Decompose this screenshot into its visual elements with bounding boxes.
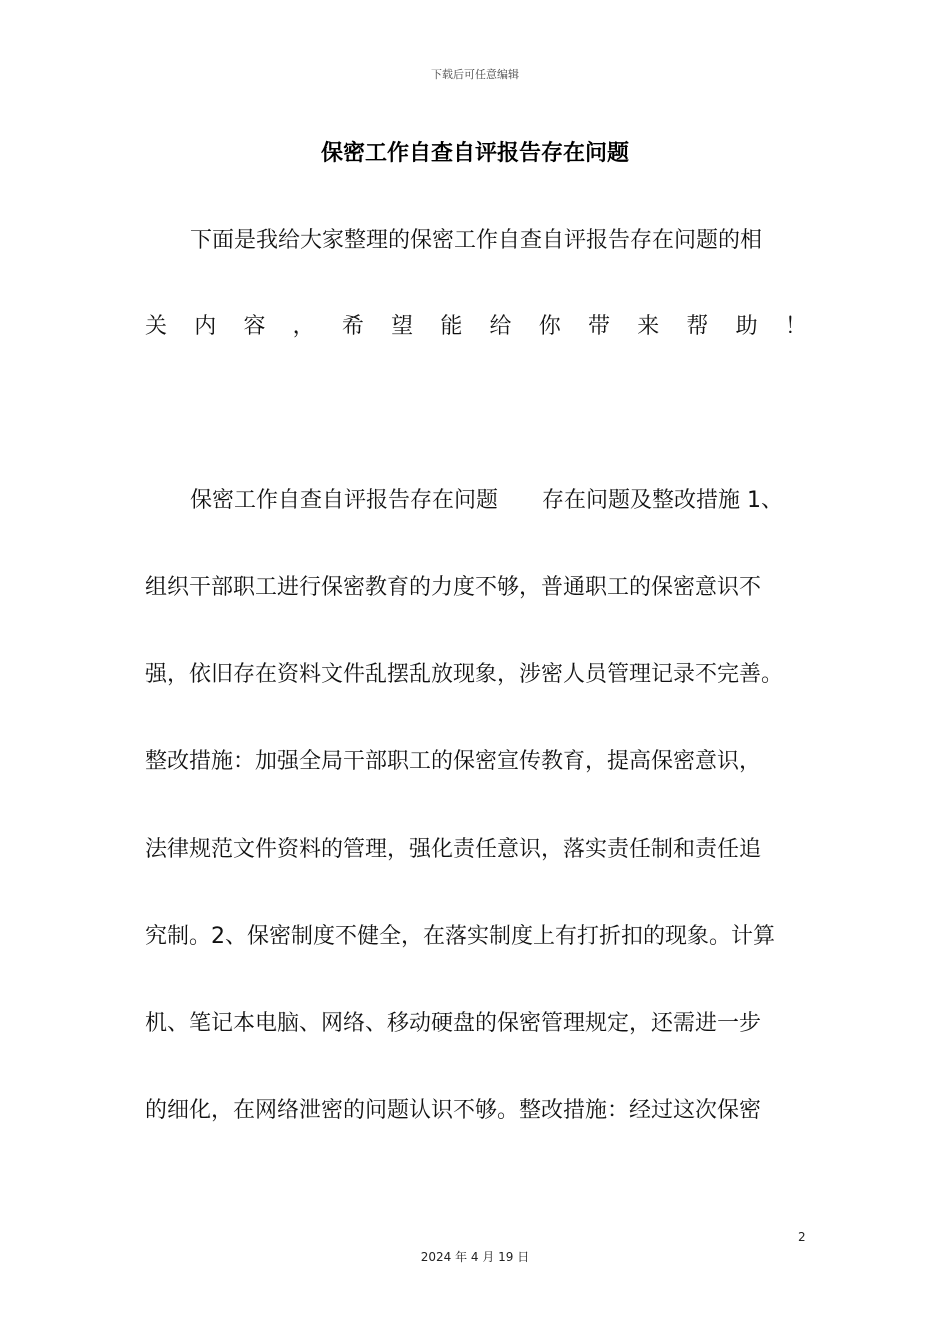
intro-char: ！: [784, 314, 807, 339]
header-note: 下载后可任意编辑: [431, 68, 519, 81]
intro-char: 望: [391, 314, 414, 339]
intro-char: 你: [538, 314, 561, 339]
body-line-3: 强，依旧存在资料文件乱摆乱放现象，涉密人员管理记录不完善。: [145, 662, 784, 687]
body-line-5: 法律规范文件资料的管理，强化责任意识，落实责任制和责任追: [145, 837, 762, 862]
intro-char: 助: [735, 314, 758, 339]
intro-char: 容: [243, 314, 266, 339]
intro-char: 帮: [686, 314, 709, 339]
intro-char: 给: [489, 314, 512, 339]
intro-char: 希: [341, 314, 364, 339]
intro-char: 关: [145, 314, 168, 339]
body-line-1-part-1: 保密工作自查自评报告存在问题: [190, 488, 499, 513]
body-line-1-part-2: 存在问题及整改措施 1、: [542, 488, 784, 513]
document-title: 保密工作自查自评报告存在问题: [320, 141, 629, 166]
footer-date: 2024 年 4 月 19 日: [420, 1250, 530, 1264]
intro-char: 内: [194, 314, 217, 339]
body-line-6: 究制。2、保密制度不健全，在落实制度上有打折扣的现象。计算: [145, 924, 775, 949]
intro-char: ，: [292, 314, 315, 339]
body-line-1: [190, 486, 807, 516]
body-line-8: 的细化，在网络泄密的问题认识不够。整改措施：经过这次保密: [145, 1098, 762, 1123]
intro-char: 能: [440, 314, 463, 339]
intro-line-2: [145, 312, 807, 342]
intro-char: 来: [637, 314, 660, 339]
page-number: 2: [798, 1230, 806, 1244]
body-line-4: 整改措施：加强全局干部职工的保密宣传教育，提高保密意识，: [145, 749, 762, 774]
intro-char: 带: [587, 314, 610, 339]
body-line-2: 组织干部职工进行保密教育的力度不够，普通职工的保密意识不: [145, 575, 762, 600]
intro-line-1: 下面是我给大家整理的保密工作自查自评报告存在问题的相: [190, 228, 763, 253]
body-line-7: 机、笔记本电脑、网络、移动硬盘的保密管理规定，还需进一步: [145, 1011, 762, 1036]
